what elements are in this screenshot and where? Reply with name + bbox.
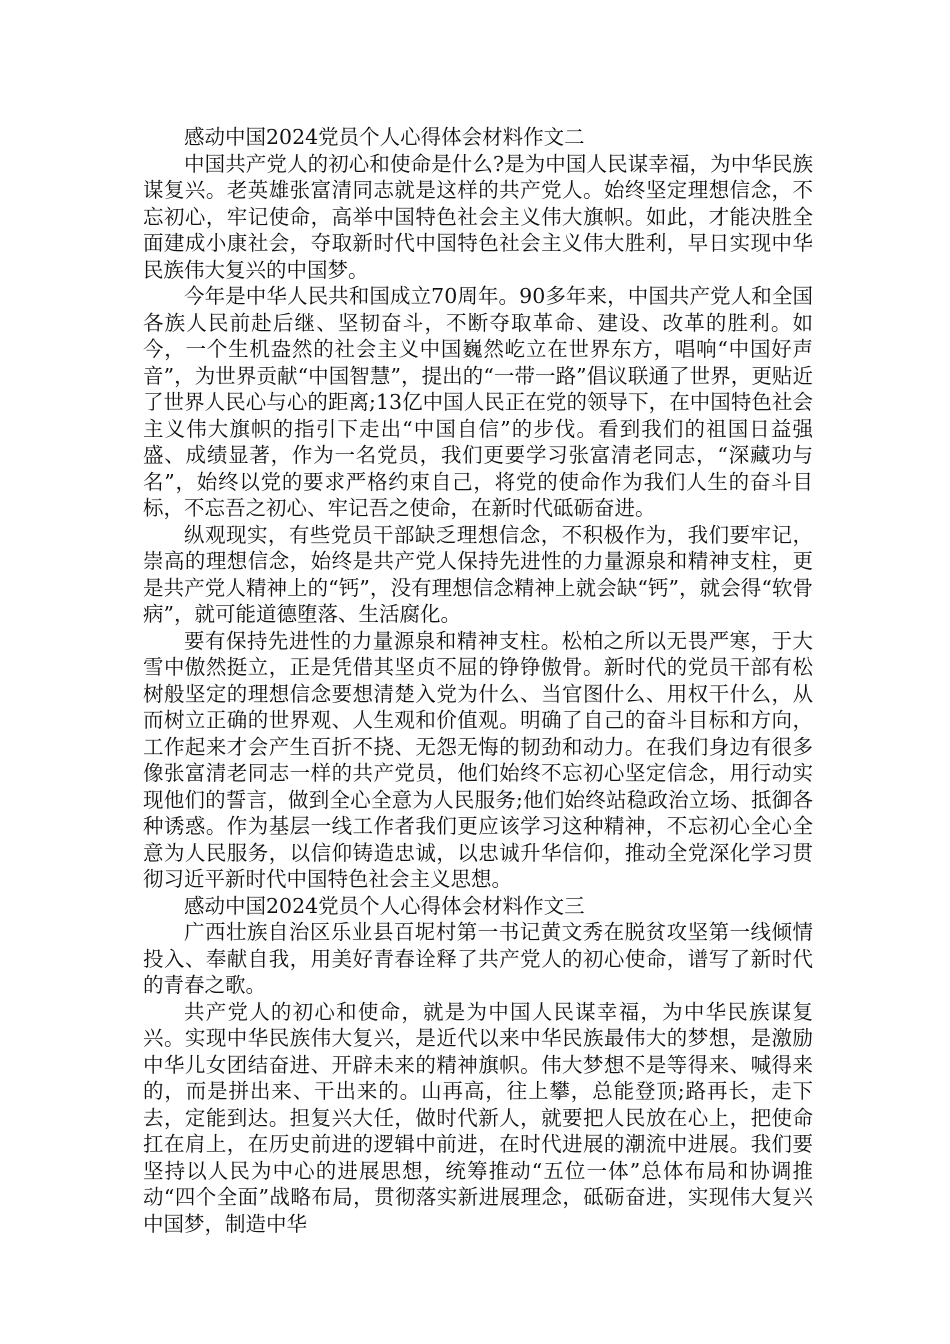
section-heading-2: 感动中国2024党员个人心得体会材料作文二 xyxy=(184,125,585,149)
paragraph-70th-anniversary: 今年是中华人民共和国成立70周年。90多年来，中国共产党人和全国各族人民前赴后继、坚韧奋斗，不断夺取革命、建设、改革的胜利。如今，一个生机盎然的社会主义中国巍然屹立在世界东方，唱响“中国好声音”，为世界贡献“中国智慧”，提出的“一带一路”倡议联通了世界，更贴近了世界人民心与心的距离;13亿中国人民正在党的领导下，在中国特色社会主义伟大旗帜的指引下走出“中国自信”的步伐。看到我们的祖国日益强盛、成绩显著，作为一名党员，我们更要学习张富清老同志，“深藏功与名”，始终以党的要求严格约束自己，将党的使命作为我们人生的奋斗目标，不忘吾之初心、牢记吾之使命，在新时代砥砺奋进。 xyxy=(143,284,813,520)
document-page xyxy=(143,124,813,1237)
section-heading-3: 感动中国2024党员个人心得体会材料作文三 xyxy=(184,893,585,918)
paragraph-huang-wenxiu: 广西壮族自治区乐业县百坭村第一书记黄文秀在脱贫攻坚第一线倾情投入、奉献自我，用美好青春诠释了共产党人的初心使命，谱写了新时代的青春之歌。 xyxy=(143,920,813,997)
paragraph-ideals-calcium: 纵观现实，有些党员干部缺乏理想信念，不积极作为，我们要牢记，崇高的理想信念，始终是共产党人保持先进性的力量源泉和精神支柱，更是共产党人精神上的“钙”，没有理想信念精神上就会缺“钙”，就会得“软骨病”，就可能道德堕落、生活腐化。 xyxy=(143,522,813,626)
paragraph-chinese-dream: 共产党人的初心和使命，就是为中国人民谋幸福，为中华民族谋复兴。实现中华民族伟大复兴，是近代以来中华民族最伟大的梦想，是激励中华儿女团结奋进、开辟未来的精神旗帜。伟大梦想不是等得来、喊得来的，而是拼出来、干出来的。山再高，往上攀，总能登顶;路再长，走下去，定能到达。担复兴大任，做时代新人，就要把人民放在心上，把使命扛在肩上，在历史前进的逻辑中前进，在时代进展的潮流中进展。我们要坚持以人民为中心的进展思想，统筹推动“五位一体”总体布局和协调推动“四个全面”战略布局，贯彻落实新进展理念，砥砺奋进，实现伟大复兴中国梦，制造中华 xyxy=(143,999,813,1236)
paragraph-pine-spirit: 要有保持先进性的力量源泉和精神支柱。松柏之所以无畏严寒，于大雪中傲然挺立，正是凭借其坚贞不屈的铮铮傲骨。新时代的党员干部有松树般坚定的理想信念要想清楚入党为什么、当官图什么、用权干什么，从而树立正确的世界观、人生观和价值观。明确了自己的奋斗目标和方向，工作起来才会产生百折不挠、无怨无悔的韧劲和动力。在我们身边有很多像张富清老同志一样的共产党员，他们始终不忘初心坚定信念，用行动实现他们的誓言，做到全心全意为人民服务;他们始终站稳政治立场、抵御各种诱惑。作为基层一线工作者我们更应该学习这种精神，不忘初心全心全意为人民服务，以信仰铸造忠诚，以忠诚升华信仰，推动全党深化学习贯彻习近平新时代中国特色社会主义思想。 xyxy=(143,628,813,891)
paragraph-initial-mission: 中国共产党人的初心和使命是什么?是为中国人民谋幸福，为中华民族谋复兴。老英雄张富清同志就是这样的共产党人。始终坚定理想信念，不忘初心，牢记使命，高举中国特色社会主义伟大旗帜。如此，才能决胜全面建成小康社会，夺取新时代中国特色社会主义伟大胜利，早日实现中华民族伟大复兴的中国梦。 xyxy=(143,151,813,282)
